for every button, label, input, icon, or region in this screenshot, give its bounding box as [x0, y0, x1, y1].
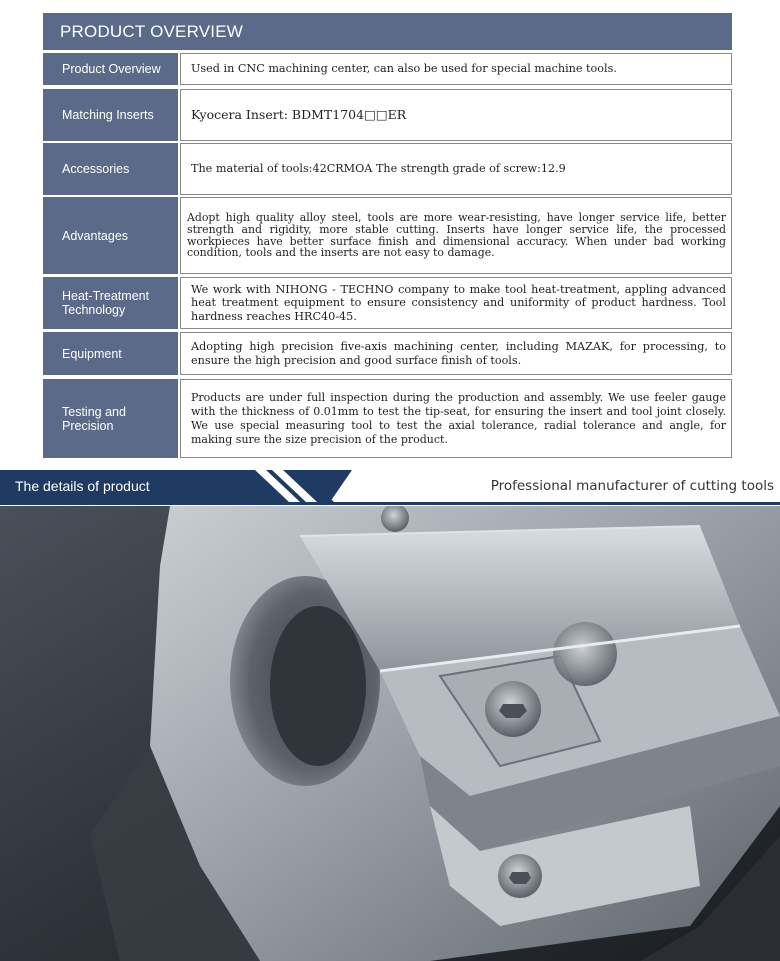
product-photo-milling-cutter — [0, 506, 780, 961]
spec-row-product-overview — [43, 53, 732, 85]
spec-value: The material of tools:42CRMOA The strength grade of screw:12.9 — [180, 143, 732, 195]
spec-value: Kyocera Insert: BDMT1704□□ER — [180, 89, 732, 141]
spec-row-equipment — [43, 332, 732, 375]
spec-label: Advantages — [43, 197, 178, 274]
spec-label: Heat-Treatment Technology — [43, 277, 178, 329]
details-banner — [0, 466, 780, 506]
spec-value: Adopting high precision five-axis machining center, including MAZAK, for processing, to ensure the high precision and good surface finish of tools. — [180, 332, 732, 375]
spec-label: Matching Inserts — [43, 89, 178, 141]
spec-value: Products are under full inspection during the production and assembly. We use feeler gauge with the thickness of 0.01mm to test the tip-seat, for ensuring the insert and tool joint closely. We use special measuring tool to test the axial tolerance, radial tolerance and angle, for making sure the size precision of the product. — [180, 379, 732, 458]
spec-row-advantages — [43, 197, 732, 274]
spec-value: Adopt high quality alloy steel, tools are more wear-resisting, have longer service life, better strength and rigidity, more stable cutting. Inserts have longer service life, the processed workpieces have better surface finish and dimensional accuracy. When under bad working condition, tools and the inserts are not easy to damage. — [180, 197, 732, 274]
product-overview-header: PRODUCT OVERVIEW — [43, 13, 732, 50]
details-tagline: Professional manufacturer of cutting tools — [490, 478, 774, 494]
spec-row-accessories — [43, 143, 732, 195]
spec-row-testing-precision — [43, 379, 732, 458]
spec-row-matching-inserts — [43, 89, 732, 141]
spec-value: Used in CNC machining center, can also be used for special machine tools. — [180, 53, 732, 85]
spec-value: We work with NIHONG - TECHNO company to make tool heat-treatment, appling advanced heat treatment equipment to ensure consistency and uniformity of product hardness. Tool hardness reaches HRC40-45. — [180, 277, 732, 329]
spec-label: Accessories — [43, 143, 178, 195]
details-title: The details of product — [15, 478, 150, 494]
spec-label: Testing and Precision — [43, 379, 178, 458]
spec-label: Equipment — [43, 332, 178, 375]
spec-row-heat-treatment — [43, 277, 732, 329]
spec-label: Product Overview — [43, 53, 178, 85]
details-underline — [0, 502, 780, 505]
